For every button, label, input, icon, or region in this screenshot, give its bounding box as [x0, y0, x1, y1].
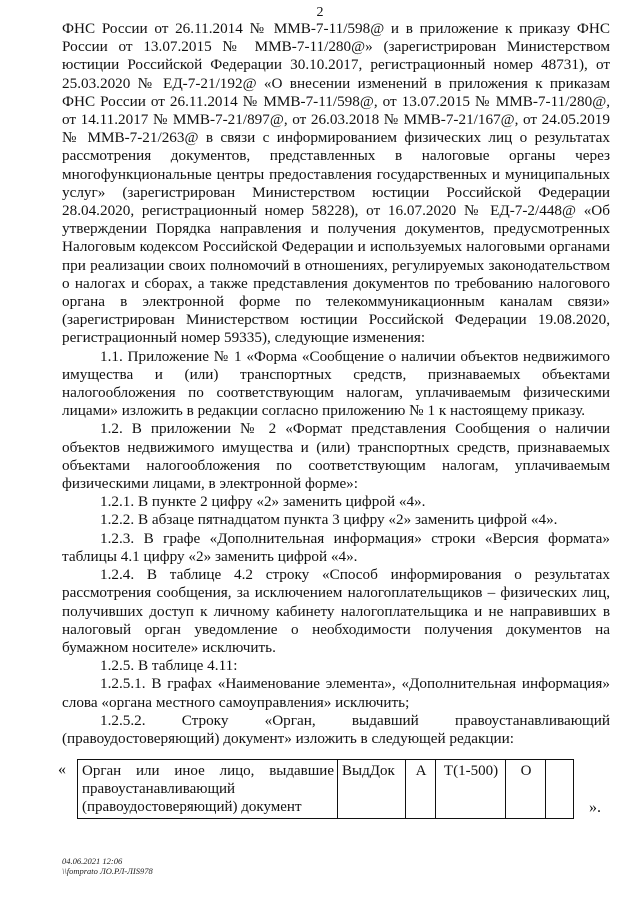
cell-element-type: А: [406, 760, 436, 819]
footer-file-path: \\fomprato ЛО.РЛ-ЛIS978: [62, 866, 153, 876]
cell-format: Т(1-500): [436, 760, 506, 819]
paragraph-1-2: 1.2. В приложении № 2 «Формат представления Сообщения о наличии объектов недвижимого имущества и (или) транспортных средств, признаваемых объектами налогообложения по соответствующим налогам, уплачиваемым физическими лицами, в электронной форме»:: [62, 420, 610, 493]
format-table: [77, 759, 574, 819]
footer-timestamp: 04.06.2021 12:06: [62, 856, 123, 866]
paragraph-1-1: 1.1. Приложение № 1 «Форма «Сообщение о наличии объектов недвижимого имущества и (или) транспортных средств, признаваемых объектами налогообложения по соответствующим налогам, уплачиваемым физическими лицами» изложить в редакции согласно приложению № 1 к настоящему приказу.: [62, 347, 610, 420]
paragraph-1-2-3: 1.2.3. В графе «Дополнительная информация» строки «Версия формата» таблицы 4.1 цифру «2» заменить цифрой «4».: [62, 529, 610, 565]
closing-quote: ».: [589, 799, 601, 816]
paragraph-1-2-2: 1.2.2. В абзаце пятнадцатом пункта 3 цифру «2» заменить цифрой «4».: [100, 511, 558, 529]
paragraph-amendments-intro: ФНС России от 26.11.2014 № ММВ-7-11/598@ и в приложение к приказу ФНС России от 13.07.2015 № ММВ-7-11/280@» (зарегистрирован Министерством юстиции Российской Федерации 30.10.2017, регистрационный номер 48731), от 25.03.2020 № ЕД-7-21/192@ «О внесении изменений в приложения к приказам ФНС России от 26.11.2014 № ММВ-7-11/598@, от 13.07.2015 № ММВ-7-11/280@, от 14.11.2017 № ММВ-7-21/897@, от 26.03.2018 № ММВ-7-21/167@, от 24.05.2019 № ММВ-7-21/263@ в связи с информированием физических лиц о результатах рассмотрения документов, представленных в налоговые органы через многофункциональные центры предоставления государственных и муниципальных услуг» (зарегистрирован Министерством юстиции Российской Федерации 28.04.2020, регистрационный номер 58228), от 16.07.2020 № ЕД-7-2/448@ «Об утверждении Порядка направления и получения документов, предусмотренных Налоговым кодексом Российской Федерации и используемых налоговыми органами при реализации своих полномочий в отношениях, регулируемых законодательством о налогах и сборах, а также представления документов по требованию налогового органа в электронной форме по телекоммуникационным каналам связи» (зарегистрирован Министерством юстиции Российской Федерации 19.08.2020, регистрационный номер 59335), следующие изменения:: [62, 20, 610, 347]
cell-required: О: [506, 760, 546, 819]
paragraph-1-2-5: 1.2.5. В таблице 4.11:: [100, 657, 238, 675]
document-body: [62, 20, 610, 748]
paragraph-1-2-5-1: 1.2.5.1. В графах «Наименование элемента», «Дополнительная информация» слова «органа местного самоуправления» исключить;: [62, 675, 610, 711]
cell-additional-info: [546, 760, 574, 819]
opening-quote: «: [58, 761, 66, 778]
document-footer: [62, 856, 153, 876]
page-number: 2: [316, 5, 324, 20]
paragraph-1-2-4: 1.2.4. В таблице 4.2 строку «Способ информирования о результатах рассмотрения сообщения, за исключением налогоплательщиков – физических лиц, получивших доступ к личному кабинету налогоплательщика и не направивших в налоговый орган уведомление о необходимости получения документов на бумажном носителе» исключить.: [62, 566, 610, 656]
table-row: [78, 760, 574, 819]
cell-element-tag: ВыдДок: [338, 760, 406, 819]
paragraph-1-2-1: 1.2.1. В пункте 2 цифру «2» заменить цифрой «4».: [100, 493, 426, 511]
quoted-table-row: [58, 759, 618, 817]
paragraph-1-2-5-2: 1.2.5.2. Строку «Орган, выдавший правоустанавливающий (правоудостоверяющий) документ» изложить в следующей редакции:: [62, 711, 610, 747]
cell-element-name: Орган или иное лицо, выдавшие правоустанавливающий (правоудостоверяющий) документ: [78, 760, 338, 819]
